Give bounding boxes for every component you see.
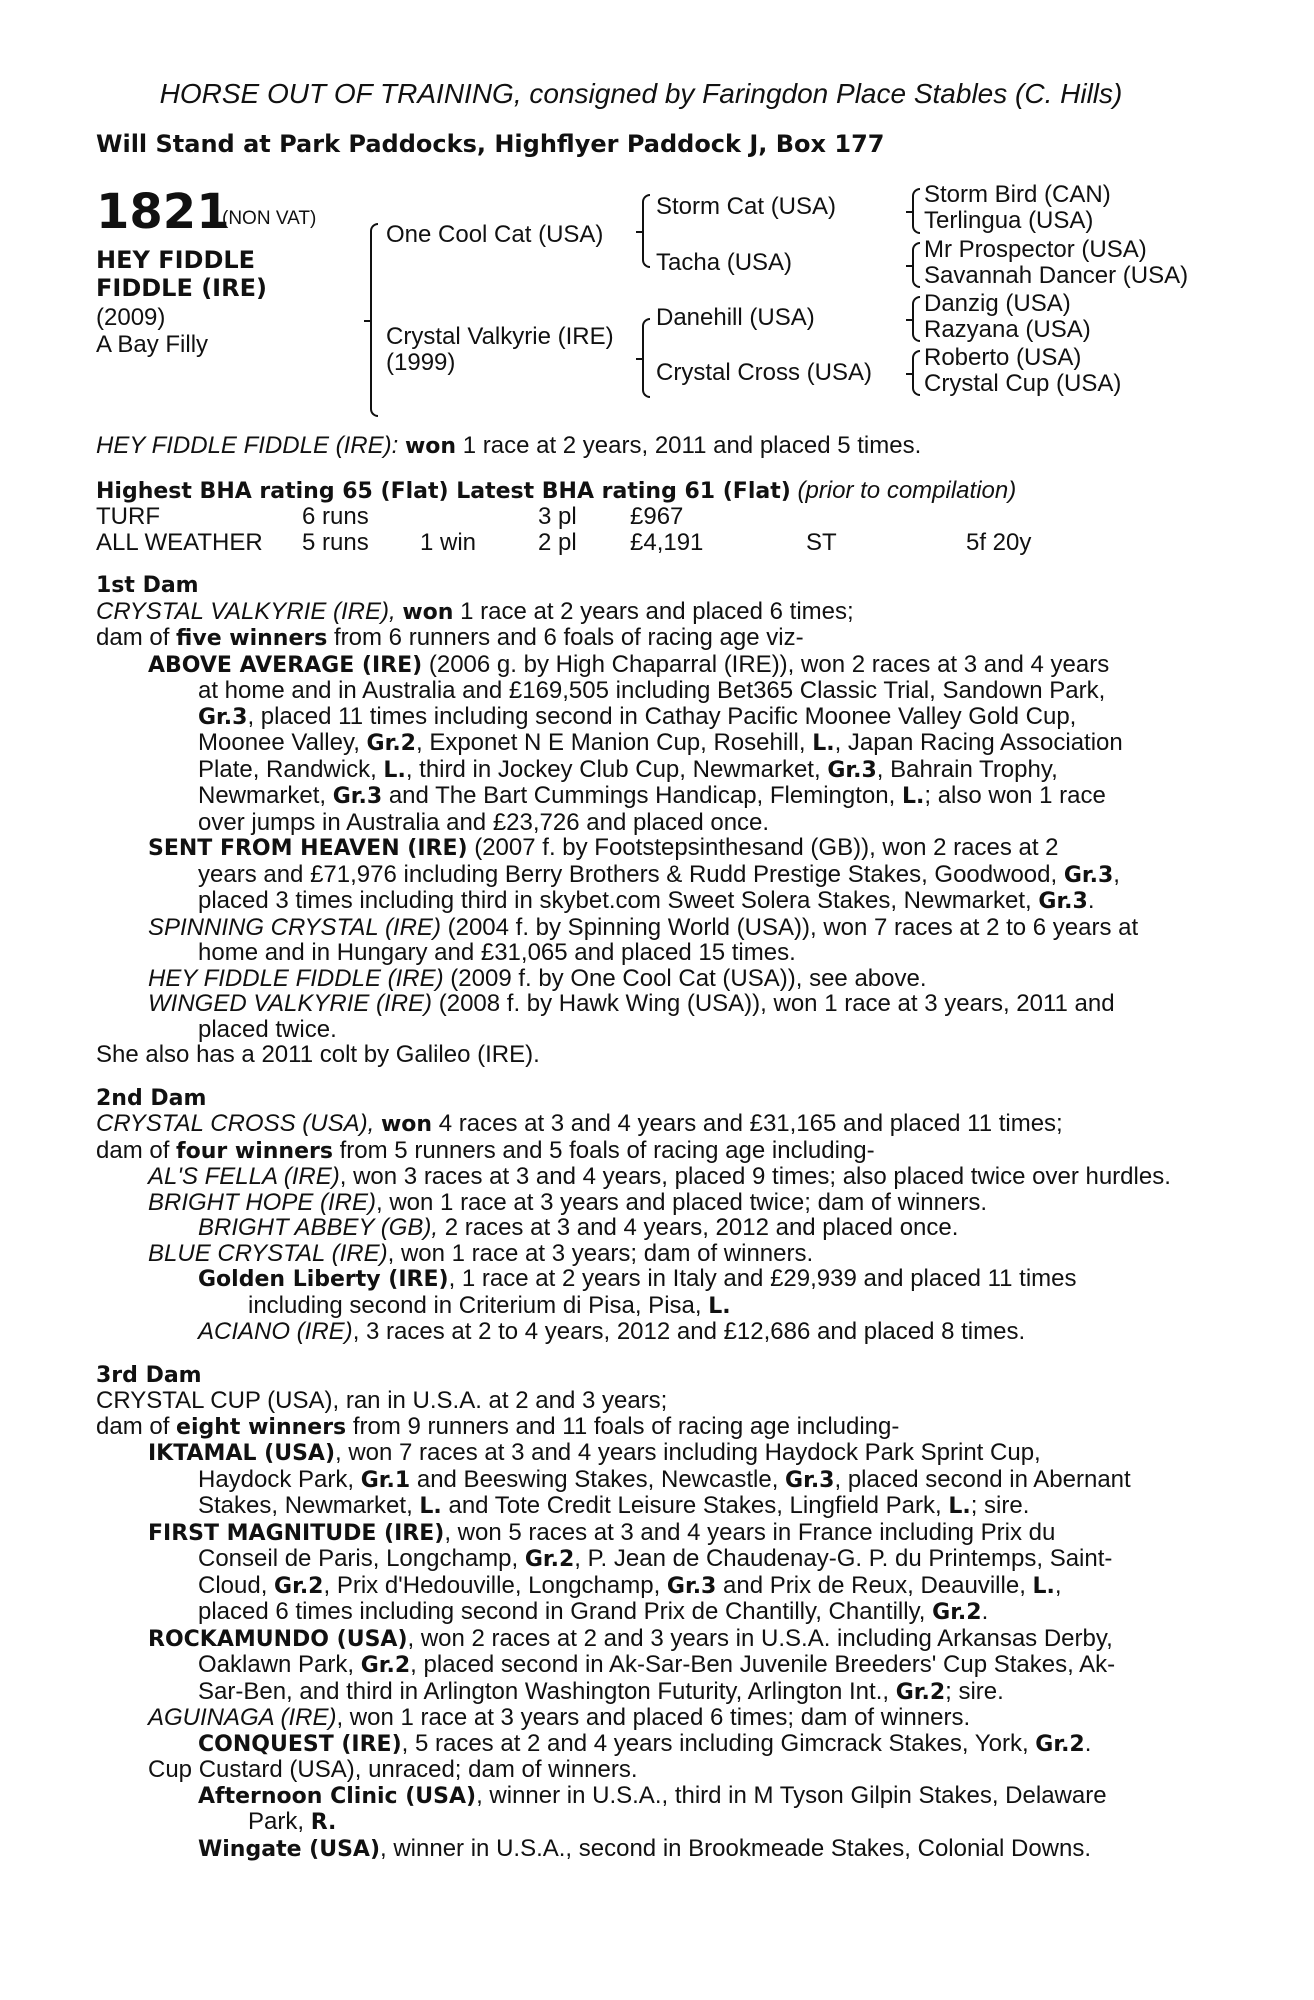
list-item-cont: years and £71,976 including Berry Brothers & Rudd Prestige Stakes, Goodwood, Gr.3, [198,860,1120,888]
pedigree-gg4: Savannah Dancer (USA) [924,262,1189,289]
pedigree-brace-sire [642,194,650,268]
catalogue-page [96,78,1206,1862]
list-item: SPINNING CRYSTAL (IRE) (2004 f. by Spinning World (USA)), won 7 races at 2 to 6 years at [148,913,1139,941]
list-item-cont: placed twice. [198,1015,337,1043]
pedigree-brace-g3 [912,296,920,342]
pedigree-gg3: Mr Prospector (USA) [924,236,1147,263]
horse-description: A Bay Filly [96,331,209,358]
list-item-cont: Haydock Park, Gr.1 and Beeswing Stakes, Newcastle, Gr.3, placed second in Abernant [198,1465,1131,1493]
rating-table [96,504,1031,555]
list-item: Afternoon Clinic (USA), winner in U.S.A., third in M Tyson Gilpin Stakes, Delaware [198,1781,1107,1809]
race-summary: HEY FIDDLE FIDDLE (IRE): won 1 race at 2 years, 2011 and placed 5 times. [96,432,922,459]
list-item-cont: at home and in Australia and £169,505 including Bet365 Classic Trial, Sandown Park, [198,677,1106,704]
pedigree-sire-sire: Storm Cat (USA) [656,193,837,220]
second-dam-produce-line: dam of four winners from 5 runners and 5 foals of racing age including- [96,1136,875,1164]
list-item-cont: Conseil de Paris, Longchamp, Gr.2, P. Jean de Chaudenay-G. P. du Printemps, Saint- [198,1545,1113,1572]
list-item-cont: Stakes, Newmarket, L. and Tote Credit Leisure Stakes, Lingfield Park, L.; sire. [198,1492,1030,1519]
first-dam-line: CRYSTAL VALKYRIE (IRE), won 1 race at 2 years and placed 6 times; [96,597,854,625]
second-dam-line: CRYSTAL CROSS (USA), won 4 races at 3 and 4 years and £31,165 and placed 11 times; [96,1110,1063,1137]
list-item-cont: Park, R. [248,1808,337,1835]
third-dam-line: CRYSTAL CUP (USA), ran in U.S.A. at 2 and 3 years; [96,1387,668,1414]
list-item: BRIGHT ABBEY (GB), 2 races at 3 and 4 years, 2012 and placed once. [198,1214,959,1241]
list-item-cont: including second in Criterium di Pisa, Pisa, L. [248,1291,731,1319]
list-item: BRIGHT HOPE (IRE), won 1 race at 3 years and placed twice; dam of winners. [148,1188,987,1216]
list-item: SENT FROM HEAVEN (IRE) (2007 f. by Footstepsinthesand (GB)), won 2 races at 2 [148,834,1059,861]
table-row: TURF 6 runs 3 pl £967 [96,503,684,530]
list-item-cont: Sar-Ben, and third in Arlington Washington Futurity, Arlington Int., Gr.2; sire. [198,1677,1004,1705]
pedigree-dam-sire: Danehill (USA) [656,304,815,331]
pedigree-brace-g4 [912,350,920,396]
third-dam-produce-line: dam of eight winners from 9 runners and 11 foals of racing age including- [96,1412,900,1440]
pedigree-gg6: Razyana (USA) [924,316,1091,343]
also-has-note: She also has a 2011 colt by Galileo (IRE). [96,1041,540,1068]
pedigree-gg5: Danzig (USA) [924,290,1071,317]
pedigree-gg8: Crystal Cup (USA) [924,370,1122,397]
pedigree-block [96,181,1206,433]
list-item: IKTAMAL (USA), won 7 races at 3 and 4 years including Haydock Park Sprint Cup, [148,1439,1041,1466]
list-item-cont: placed 6 times including second in Grand Prix de Chantilly, Chantilly, Gr.2. [198,1598,989,1625]
first-dam-title: 1st Dam [96,573,199,598]
pedigree-gg2: Terlingua (USA) [924,207,1094,234]
list-item-cont: placed 3 times including third in skybet.com Sweet Solera Stakes, Newmarket, Gr.3. [198,887,1095,914]
list-item-cont: Gr.3, placed 11 times including second in Cathay Pacific Moonee Valley Gold Cup, [198,702,1077,730]
third-dam-title: 3rd Dam [96,1362,202,1388]
list-item-cont: Moonee Valley, Gr.2, Exponet N E Manion Cup, Rosehill, L., Japan Racing Association [198,729,1123,756]
pedigree-brace-g2 [912,242,920,288]
first-dam-produce-line: dam of five winners from 6 runners and 6 foals of racing age viz- [96,624,804,651]
list-item: Golden Liberty (IRE), 1 race at 2 years in Italy and £29,939 and placed 11 times [198,1265,1077,1292]
list-item: HEY FIDDLE FIDDLE (IRE) (2009 f. by One Cool Cat (USA)), see above. [148,964,927,992]
pedigree-dam-year: (1999) [386,349,456,376]
list-item: Cup Custard (USA), unraced; dam of winners. [148,1756,638,1783]
second-dam-title: 2nd Dam [96,1085,207,1111]
pedigree-sire: One Cool Cat (USA) [386,221,604,248]
list-item-cont: Newmarket, Gr.3 and The Bart Cummings Handicap, Flemington, L.; also won 1 race [198,782,1106,809]
pedigree-brace-dam [642,318,650,398]
list-item: BLUE CRYSTAL (IRE), won 1 race at 3 years; dam of winners. [148,1239,814,1267]
list-item: FIRST MAGNITUDE (IRE), won 5 races at 3 and 4 years in France including Prix du [148,1518,1056,1546]
page-header: HORSE OUT OF TRAINING, consigned by Faringdon Place Stables (C. Hills) [159,78,1123,109]
list-item: ROCKAMUNDO (USA), won 2 races at 2 and 3 years in U.S.A. including Arkansas Derby, [148,1624,1113,1652]
table-row: ALL WEATHER 5 runs 1 win 2 pl £4,191 ST 5f 20y [96,528,1032,556]
list-item: CONQUEST (IRE), 5 races at 2 and 4 years including Gimcrack Stakes, York, Gr.2. [198,1729,1092,1757]
list-item: AL'S FELLA (IRE), won 3 races at 3 and 4 years, placed 9 times; also placed twice over hurdles. [148,1163,1171,1190]
pedigree-dam: Crystal Valkyrie (IRE) [386,323,614,350]
vat-status: (NON VAT) [222,208,317,229]
list-item: ACIANO (IRE), 3 races at 2 to 4 years, 2012 and £12,686 and placed 8 times. [198,1318,1026,1345]
bha-rating: Highest BHA rating 65 (Flat) Latest BHA rating 61 (Flat) (prior to compilation) [96,476,1017,504]
pedigree-brace-main [370,223,378,417]
pedigree-gg1: Storm Bird (CAN) [924,181,1111,208]
stand-location: Will Stand at Park Paddocks, Highflyer Paddock J, Box 177 [96,130,885,158]
horse-year: (2009) [96,304,166,331]
list-item-cont: Oaklawn Park, Gr.2, placed second in Ak-Sar-Ben Juvenile Breeders' Cup Stakes, Ak- [198,1651,1116,1678]
list-item-cont: Cloud, Gr.2, Prix d'Hedouville, Longchamp, Gr.3 and Prix de Reux, Deauville, L., [198,1571,1062,1599]
horse-name [96,246,267,302]
list-item: Wingate (USA), winner in U.S.A., second in Brookmeade Stakes, Colonial Downs. [198,1834,1092,1862]
horse-name-line1: HEY FIDDLE [96,246,256,274]
list-item-cont: over jumps in Australia and £23,726 and placed once. [198,808,770,836]
list-item: AGUINAGA (IRE), won 1 race at 3 years and placed 6 times; dam of winners. [148,1704,971,1731]
pedigree-gg7: Roberto (USA) [924,344,1082,371]
list-item: WINGED VALKYRIE (IRE) (2008 f. by Hawk Wing (USA)), won 1 race at 3 years, 2011 and [148,990,1115,1017]
horse-name-line2: FIDDLE (IRE) [96,274,267,302]
list-item: ABOVE AVERAGE (IRE) (2006 g. by High Chaparral (IRE)), won 2 races at 3 and 4 years [148,650,1110,678]
list-item-cont: home and in Hungary and £31,065 and placed 15 times. [198,939,796,966]
pedigree-sire-dam: Tacha (USA) [656,249,793,276]
lot-number: 1821 [96,184,230,240]
pedigree-dam-dam: Crystal Cross (USA) [656,359,873,386]
pedigree-brace-g1 [912,188,920,234]
list-item-cont: Plate, Randwick, L., third in Jockey Club Cup, Newmarket, Gr.3, Bahrain Trophy, [198,755,1058,783]
